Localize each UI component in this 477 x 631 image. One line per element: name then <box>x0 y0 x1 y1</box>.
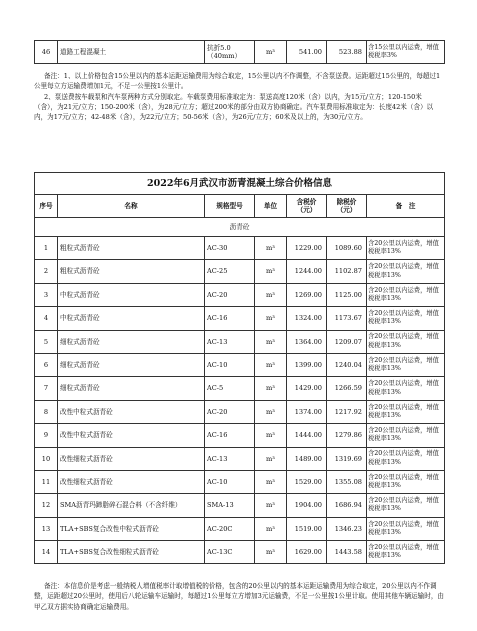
price-with-tax: 1519.00 <box>287 517 327 540</box>
unit: m³ <box>255 307 287 330</box>
price-with-tax: 1374.00 <box>287 400 327 423</box>
unit: m³ <box>255 470 287 493</box>
spec: 抗折5.0（40mm） <box>205 41 255 64</box>
price-with-tax: 1629.00 <box>287 541 327 564</box>
spec: AC-10 <box>205 470 255 493</box>
price-with-tax: 541.00 <box>287 41 327 64</box>
price-without-tax: 1319.69 <box>327 447 367 470</box>
material-name: 改性细粒式沥青砼 <box>58 447 205 470</box>
price-with-tax: 1269.00 <box>287 283 327 306</box>
spec: AC-10 <box>205 353 255 376</box>
price-without-tax: 1279.86 <box>327 424 367 447</box>
row-number: 4 <box>35 307 58 330</box>
unit: m³ <box>255 353 287 376</box>
row-number: 10 <box>35 447 58 470</box>
table-title: 2022年6月武汉市沥青混凝土综合价格信息 <box>35 173 445 195</box>
unit: m³ <box>255 377 287 400</box>
top-notes <box>34 71 444 122</box>
spec: AC-25 <box>205 260 255 283</box>
remark: 含20公里以内运费，增值税税率13% <box>367 330 445 353</box>
remark: 含20公里以内运费，增值税税率13% <box>367 353 445 376</box>
material-name: 道路工程混凝土 <box>58 41 205 64</box>
row-number: 46 <box>35 41 58 64</box>
header-name: 名称 <box>58 195 205 218</box>
unit: m³ <box>255 517 287 540</box>
price-without-tax: 1125.00 <box>327 283 367 306</box>
row-number: 13 <box>35 517 58 540</box>
row-number: 7 <box>35 377 58 400</box>
table-row <box>35 330 445 353</box>
material-name: 粗粒式沥青砼 <box>58 237 205 260</box>
remark: 含20公里以内运费，增值税税率13% <box>367 424 445 447</box>
price-with-tax: 1229.00 <box>287 237 327 260</box>
table-row <box>35 353 445 376</box>
row-number: 6 <box>35 353 58 376</box>
row-number: 14 <box>35 541 58 564</box>
unit: m³ <box>255 330 287 353</box>
header-no: 序号 <box>35 195 58 218</box>
material-name: 中粒式沥青砼 <box>58 307 205 330</box>
price-without-tax: 1102.87 <box>327 260 367 283</box>
table-row <box>35 424 445 447</box>
title-row <box>35 173 445 195</box>
unit: m³ <box>255 41 287 64</box>
table-row <box>35 377 445 400</box>
header-spec: 规格型号 <box>205 195 255 218</box>
remark: 含20公里以内运费，增值税税率13% <box>367 237 445 260</box>
material-name: 中粒式沥青砼 <box>58 283 205 306</box>
table-row <box>35 400 445 423</box>
table-row <box>35 307 445 330</box>
price-with-tax: 1489.00 <box>287 447 327 470</box>
price-without-tax: 523.88 <box>327 41 367 64</box>
spec: AC-16 <box>205 307 255 330</box>
spec: AC-20 <box>205 400 255 423</box>
row-number: 8 <box>35 400 58 423</box>
unit: m³ <box>255 400 287 423</box>
table-row <box>35 41 445 64</box>
material-name: 细粒式沥青砼 <box>58 353 205 376</box>
remark: 含20公里以内运费，增值税税率13% <box>367 494 445 517</box>
spec: AC-13 <box>205 447 255 470</box>
unit: m³ <box>255 260 287 283</box>
unit: m³ <box>255 237 287 260</box>
remark: 含20公里以内运费，增值税税率13% <box>367 400 445 423</box>
table-row <box>35 447 445 470</box>
spec: AC-16 <box>205 424 255 447</box>
price-without-tax: 1443.58 <box>327 541 367 564</box>
row-number: 12 <box>35 494 58 517</box>
section-label: 沥青砼 <box>35 218 445 237</box>
bottom-note <box>34 581 444 612</box>
price-without-tax: 1346.23 <box>327 517 367 540</box>
price-with-tax: 1904.00 <box>287 494 327 517</box>
asphalt-price-table <box>34 172 445 564</box>
remark: 含20公里以内运费，增值税税率13% <box>367 517 445 540</box>
price-with-tax: 1244.00 <box>287 260 327 283</box>
top-price-table <box>34 40 445 64</box>
remark: 含20公里以内运费，增值税税率13% <box>367 260 445 283</box>
unit: m³ <box>255 424 287 447</box>
section-row <box>35 218 445 237</box>
spec: AC-20 <box>205 283 255 306</box>
header-price-notax: 除税价（元） <box>327 195 367 218</box>
material-name: 改性细粒式沥青砼 <box>58 470 205 493</box>
unit: m³ <box>255 283 287 306</box>
material-name: 细粒式沥青砼 <box>58 377 205 400</box>
price-without-tax: 1266.59 <box>327 377 367 400</box>
header-row <box>35 195 445 218</box>
remark: 含20公里以内运费，增值税税率13% <box>367 307 445 330</box>
price-without-tax: 1173.67 <box>327 307 367 330</box>
header-remark: 备 注 <box>367 195 445 218</box>
remark: 含15公里以内运费，增值税税率3% <box>367 41 445 64</box>
price-without-tax: 1209.07 <box>327 330 367 353</box>
table-row <box>35 260 445 283</box>
price-with-tax: 1429.00 <box>287 377 327 400</box>
header-unit: 单位 <box>255 195 287 218</box>
row-number: 9 <box>35 424 58 447</box>
spec: AC-20C <box>205 517 255 540</box>
table-row <box>35 470 445 493</box>
spec: AC-30 <box>205 237 255 260</box>
spec: SMA-13 <box>205 494 255 517</box>
price-with-tax: 1444.00 <box>287 424 327 447</box>
price-without-tax: 1686.94 <box>327 494 367 517</box>
price-without-tax: 1240.04 <box>327 353 367 376</box>
material-name: SMA沥青玛蹄脂碎石混合料（不含纤维） <box>58 494 205 517</box>
material-name: TLA+SBS复合改性中粒式沥青砼 <box>58 517 205 540</box>
row-number: 11 <box>35 470 58 493</box>
table-row <box>35 494 445 517</box>
header-price-tax: 含税价（元） <box>287 195 327 218</box>
table-row <box>35 237 445 260</box>
material-name: 改性中粒式沥青砼 <box>58 400 205 423</box>
unit: m³ <box>255 541 287 564</box>
table-row <box>35 283 445 306</box>
price-with-tax: 1529.00 <box>287 470 327 493</box>
price-with-tax: 1364.00 <box>287 330 327 353</box>
remark: 含20公里以内运费，增值税税率13% <box>367 470 445 493</box>
material-name: TLA+SBS复合改性细粒式沥青砼 <box>58 541 205 564</box>
spec: AC-5 <box>205 377 255 400</box>
spec: AC-13C <box>205 541 255 564</box>
remark: 含20公里以内运费，增值税税率13% <box>367 447 445 470</box>
rows-body <box>35 237 445 564</box>
table-row <box>35 517 445 540</box>
price-with-tax: 1324.00 <box>287 307 327 330</box>
note-paragraph: 备注：本信息价是考虑一般纳税人增值税率计取增值税的价格，包含的20公里以内的基本运距运输费用为综合取定，20公里以内不作调整，运距超过20公里时，使用后八轮运输车运输时，每超过1公里每立方增加3元运输费，不足一公里按1公里计取。使用其他车辆运输时，由甲乙双方据实协商确定运输费用。 <box>34 582 445 611</box>
spec: AC-13 <box>205 330 255 353</box>
remark: 含20公里以内运费，增值税税率13% <box>367 541 445 564</box>
unit: m³ <box>255 494 287 517</box>
row-number: 5 <box>35 330 58 353</box>
note-paragraph: 2、泵送费按车载泵和汽车泵两种方式分别取定。车载泵费用标准取定为：泵送高度120米（含）以内，为15元/立方；120-150米（含），为21元/立方；150-200米（含），为28元/立方；超过200米的部分由双方协商确定。汽车泵费用标准取定为：长度42米（含）以内，为17元/立方；42-48米（含），为22元/立方；50-56米（含），为26元/立方；60米及以上的，为30元/立方。 <box>34 92 434 122</box>
row-number: 3 <box>35 283 58 306</box>
price-without-tax: 1217.92 <box>327 400 367 423</box>
note-paragraph: 备注：1、以上价格包含15公里以内的基本运距运输费用为综合取定，15公里以内不作调整，不含泵送费。运距超过15公里的，每超过1公里每立方运输费增加1元，不足一公里按1公里计。 <box>34 72 441 91</box>
remark: 含20公里以内运费，增值税税率13% <box>367 283 445 306</box>
material-name: 细粒式沥青砼 <box>58 330 205 353</box>
row-number: 1 <box>35 237 58 260</box>
price-without-tax: 1355.08 <box>327 470 367 493</box>
price-without-tax: 1089.60 <box>327 237 367 260</box>
price-with-tax: 1399.00 <box>287 353 327 376</box>
material-name: 粗粒式沥青砼 <box>58 260 205 283</box>
remark: 含20公里以内运费，增值税税率13% <box>367 377 445 400</box>
table-row <box>35 541 445 564</box>
row-number: 2 <box>35 260 58 283</box>
unit: m³ <box>255 447 287 470</box>
material-name: 改性中粒式沥青砼 <box>58 424 205 447</box>
